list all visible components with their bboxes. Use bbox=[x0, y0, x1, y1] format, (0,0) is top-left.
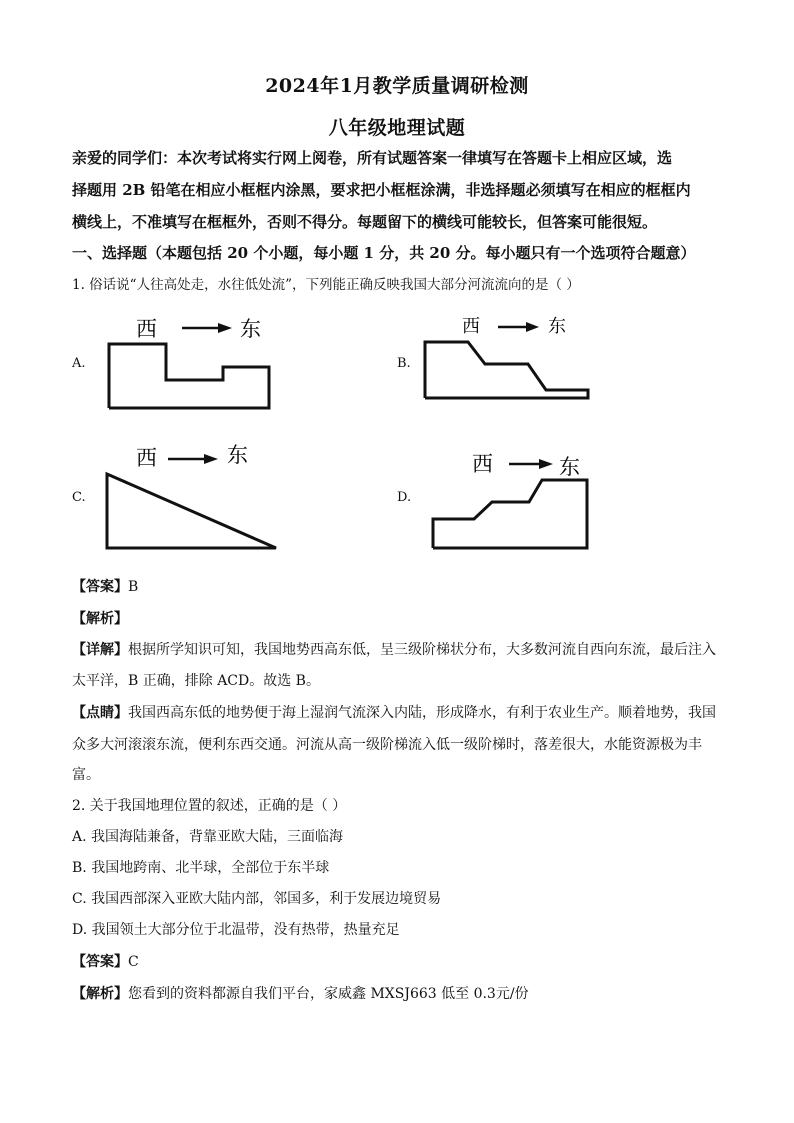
option-b-label: B. bbox=[397, 356, 411, 371]
q2-option-c: C. 我国西部深入亚欧大陆内部，邻国多，利于发展边境贸易 bbox=[72, 891, 442, 907]
q1-note-line-3: 富。 bbox=[72, 767, 100, 783]
east-label: 东 bbox=[548, 316, 566, 337]
option-d-label: D. bbox=[397, 490, 412, 505]
option-c-diagram bbox=[100, 440, 285, 555]
option-c-label: C. bbox=[72, 490, 86, 505]
q1-note-line-1 bbox=[72, 703, 732, 723]
east-label: 东 bbox=[240, 317, 261, 341]
question-1-stem: 1. 俗话说“人往高处走，水往低处流”，下列能正确反映我国大部分河流流向的是（ ） bbox=[72, 277, 580, 293]
analysis-tag: 【解析】 bbox=[72, 986, 128, 1002]
east-label: 东 bbox=[227, 443, 248, 467]
detail-tag: 【详解】 bbox=[72, 642, 128, 658]
answer-value: B bbox=[128, 579, 139, 595]
west-label: 西 bbox=[462, 316, 480, 337]
instruction-line-3: 横线上，不准填写在框框外，否则不得分。每题留下的横线可能较长，但答案可能很短。 bbox=[72, 213, 658, 231]
answer-value: C bbox=[128, 954, 139, 970]
q1-detail-line-1 bbox=[72, 640, 732, 660]
option-d-diagram bbox=[425, 448, 600, 553]
question-2-stem: 2. 关于我国地理位置的叙述，正确的是（ ） bbox=[72, 798, 347, 814]
east-label: 东 bbox=[559, 455, 580, 479]
west-label: 西 bbox=[472, 452, 493, 476]
note-tag: 【点睛】 bbox=[72, 705, 128, 721]
option-a-diagram bbox=[100, 310, 280, 415]
q2-option-b: B. 我国地跨南、北半球，全部位于东半球 bbox=[72, 860, 330, 876]
analysis-tag: 【解析】 bbox=[72, 611, 128, 627]
detail-text: 根据所学知识可知，我国地势西高东低，呈三级阶梯状分布，大多数河流自西向东流，最后注入 bbox=[128, 642, 716, 658]
section-heading: 一、选择题（本题包括 20 个小题，每小题 1 分，共 20 分。每小题只有一个选项符合题意） bbox=[72, 244, 696, 262]
q1-note-line-2: 众多大河滚滚东流，便利东西交通。河流从高一级阶梯流入低一级阶梯时，落差很大，水能资源极为丰 bbox=[72, 737, 702, 753]
instruction-line-2: 择题用 2B 铅笔在相应小框框内涂黑，要求把小框框涂满，非选择题必须填写在相应的框框内 bbox=[72, 181, 691, 199]
answer-tag: 【答案】 bbox=[72, 954, 128, 970]
west-label: 西 bbox=[136, 446, 157, 470]
q2-analysis bbox=[72, 984, 732, 1004]
exam-subtitle: 八年级地理试题 bbox=[328, 117, 466, 139]
q1-analysis bbox=[72, 609, 732, 629]
q2-answer bbox=[72, 952, 732, 972]
option-b-diagram bbox=[418, 308, 598, 408]
q1-answer bbox=[72, 577, 732, 597]
exam-title: 2024年1月教学质量调研检测 bbox=[265, 75, 529, 97]
analysis-text: 您看到的资料都源自我们平台，家威鑫 MXSJ663 低至 0.3元/份 bbox=[128, 986, 529, 1002]
q2-option-d: D. 我国领土大部分位于北温带，没有热带，热量充足 bbox=[72, 922, 400, 938]
note-text: 我国西高东低的地势便于海上湿润气流深入内陆，形成降水，有利于农业生产。顺着地势，我国 bbox=[128, 705, 716, 721]
option-a-label: A. bbox=[72, 356, 86, 371]
q2-option-a: A. 我国海陆兼备，背靠亚欧大陆，三面临海 bbox=[72, 829, 344, 845]
q1-detail-line-2: 太平洋，B 正确，排除 ACD。故选 B。 bbox=[72, 673, 320, 689]
instruction-line-1: 亲爱的同学们：本次考试将实行网上阅卷，所有试题答案一律填写在答题卡上相应区域，选 bbox=[72, 149, 673, 167]
answer-tag: 【答案】 bbox=[72, 579, 128, 595]
west-label: 西 bbox=[136, 317, 157, 341]
